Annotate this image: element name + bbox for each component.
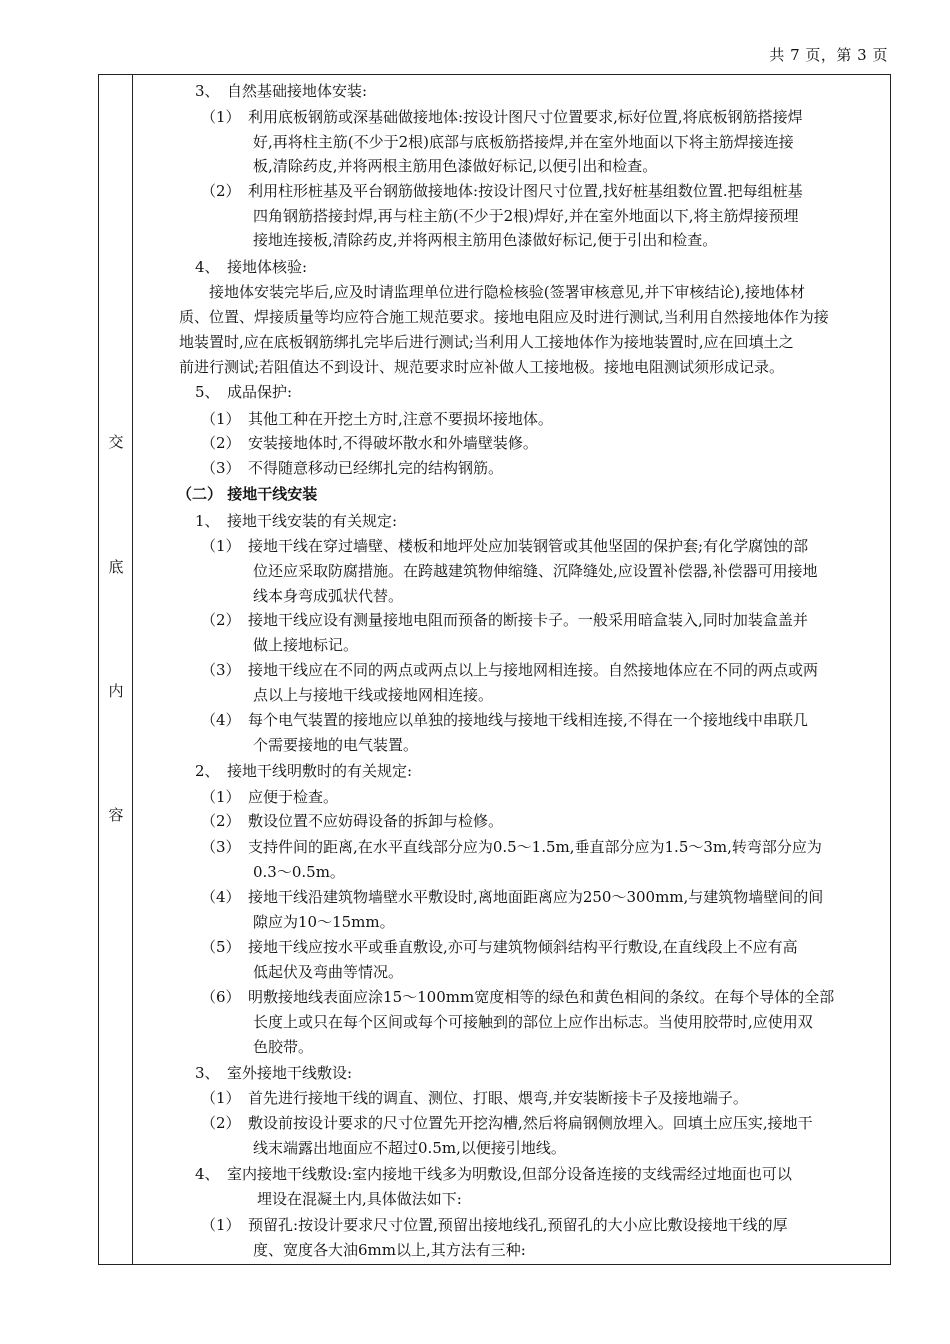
page-info: 共 7 页，第 3 页 [769,46,888,64]
text-line: 位还应采取防腐措施。在跨越建筑物伸缩缝、沉降缝处,应设置补偿器,补偿器可用接地 [253,562,818,580]
text-line: 3、 自然基础接地体安装: [195,82,368,100]
text-line: （2） 敷设前按设计要求的尺寸位置先开挖沟槽,然后将扁钢侧放埋入。回填土应压实,接地干 [201,1114,813,1132]
text-line: （5） 接地干线应按水平或垂直敷设,亦可与建筑物倾斜结构平行敷设,在直线段上不应有高 [201,938,798,956]
text-line: 四角钢筋搭接封焊,再与柱主筋(不少于2根)焊好,并在室外地面以下,将主筋焊接预埋 [253,207,799,225]
text-line: 2、 接地干线明敷时的有关规定: [195,762,413,780]
text-line: （6） 明敷接地线表面应涂15～100mm宽度相等的绿色和黄色相间的条纹。在每个导体的全部 [201,988,835,1006]
text-line: 4、 接地体核验: [195,258,308,276]
text-line: 0.3～0.5m。 [253,863,345,881]
text-line: 度、宽度各大油6mm以上,其方法有三种: [253,1241,526,1259]
text-line: （3） 支持件间的距离,在水平直线部分应为0.5～1.5m,垂直部分应为1.5～3m,转弯部分应为 [201,838,822,856]
text-line: （3） 接地干线应在不同的两点或两点以上与接地网相连接。自然接地体应在不同的两点或两 [201,661,819,679]
text-line: （2） 敷设位置不应妨碍设备的拆卸与检修。 [201,812,504,830]
section-heading: （二） 接地干线安装 [177,485,318,503]
label-char-jiao: 交 [108,433,124,451]
text-line: 做上接地标记。 [253,636,359,654]
text-line: 5、 成品保护: [195,383,293,401]
text-line: （1） 利用底板钢筋或深基础做接地体:按设计图尺寸位置要求,标好位置,将底板钢筋搭接焊 [201,108,803,126]
text-line: （2） 安装接地体时,不得破坏散水和外墙壁装修。 [201,434,538,452]
text-line: 好,再将柱主筋(不少于2根)底部与底板筋搭接焊,并在室外地面以下将主筋焊接连接 [253,133,794,151]
text-line: （1） 首先进行接地干线的调直、测位、打眼、煨弯,并安装断接卡子及接地端子。 [201,1089,748,1107]
label-char-di: 底 [108,558,124,576]
text-line: （2） 接地干线应设有测量接地电阻而预备的断接卡子。一般采用暗盒装入,同时加装盒盖并 [201,611,808,629]
disclosure-table [98,74,891,1265]
text-line: （4） 接地干线沿建筑物墙壁水平敷设时,离地面距离应为250～300mm,与建筑物墙壁间的间 [201,888,824,906]
text-line: 接地连接板,清除药皮,并将两根主筋用色漆做好标记,便于引出和检查。 [253,231,718,249]
text-line: （1） 接地干线在穿过墙壁、楼板和地坪处应加装钢管或其他坚固的保护套;有化学腐蚀的部 [201,537,809,555]
text-line: 板,清除药皮,并将两根主筋用色漆做好标记,以便引出和检查。 [253,157,658,175]
text-line: （1） 应便于检查。 [201,788,339,806]
text-line: 色胶带。 [253,1038,314,1056]
text-line: （3） 不得随意移动已经绑扎完的结构钢筋。 [201,459,504,477]
text-line: 线本身弯成弧状代替。 [253,587,404,605]
text-line: （2） 利用柱形桩基及平台钢筋做接地体:按设计图尺寸位置,找好桩基组数位置.把每组桩基 [201,182,803,200]
label-char-rong: 容 [108,806,124,824]
text-line: 3、 室外接地干线敷设: [195,1064,353,1082]
text-line: 4、 室内接地干线敷设:室内接地干线多为明敷设,但部分设备连接的支线需经过地面也可以 [195,1165,792,1183]
text-line: 质、位置、焊接质量等均应符合施工规范要求。接地电阻应及时进行测试,当利用自然接地体作为接 [179,308,829,326]
text-line: 低起伏及弯曲等情况。 [253,963,404,981]
text-line: 线末端露出地面应不超过0.5m,以便接引地线。 [253,1139,566,1157]
text-line: 前进行测试;若阻值达不到设计、规范要求时应补做人工接地极。接地电阻测试须形成记录。 [179,358,785,376]
text-line: 长度上或只在每个区间或每个可接触到的部位上应作出标志。当使用胶带时,应使用双 [253,1013,813,1031]
section-label-column [99,75,133,1264]
text-line: 埋设在混凝土内,具体做法如下: [257,1190,462,1208]
text-line: （1） 预留孔:按设计要求尺寸位置,预留出接地线孔,预留孔的大小应比敷设接地干线的厚 [201,1216,788,1234]
text-line: 1、 接地干线安装的有关规定: [195,512,398,530]
text-line: （1） 其他工种在开挖土方时,注意不要损坏接地体。 [201,410,553,428]
text-line: 个需要接地的电气装置。 [253,736,419,754]
text-line: 隙应为10～15mm。 [253,913,395,931]
text-line: 点以上与接地干线或接地网相连接。 [253,686,494,704]
text-line: 接地体安装完毕后,应及时请监理单位进行隐检核验(签署审核意见,并下审核结论),接地体材 [209,283,806,301]
label-char-nei: 内 [108,682,124,700]
text-line: （4） 每个电气装置的接地应以单独的接地线与接地干线相连接,不得在一个接地线中串联几 [201,711,808,729]
text-line: 地装置时,应在底板钢筋绑扎完毕后进行测试;当利用人工接地体作为接地装置时,应在回填土之 [179,333,794,351]
